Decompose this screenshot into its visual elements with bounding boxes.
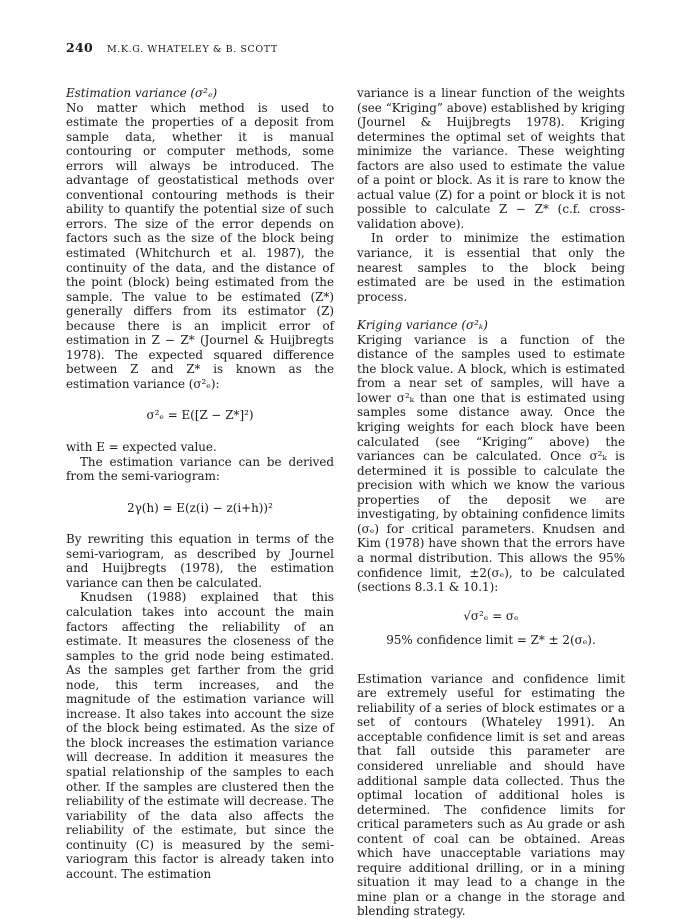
equation-confidence-limit: 95% confidence limit = Z* ± 2(σₑ).: [386, 633, 596, 648]
paragraph: In order to minimize the estimation variance, it is essential that only the nearest samples to the block being estimated are be used in the estimation process.: [357, 231, 625, 304]
paragraph: The estimation variance can be derived from the semi-variogram:: [66, 454, 334, 484]
running-header: [66, 40, 278, 55]
equation-semivariogram: 2γ(h) = E(z(i) − z(i+h))²: [127, 500, 273, 515]
paragraph: By rewriting this equation in terms of the semi-variogram, as described by Journel and Huijbregts (1978), the estimation variance can then be calculated.: [66, 532, 334, 590]
equation-sqrt: √σ²ₑ = σₑ: [463, 608, 519, 623]
paragraph: Estimation variance and confidence limit are extremely useful for estimating the reliability of a series of block estimates or a set of contours (Whateley 1991). An acceptable confidence limit is set and areas that fall outside this parameter are considered unreliable and should have additional sample data collected. Thus the optimal location of additional holes is determined. The confidence limits for critical parameters such as Au grade or ash content of coal can be obtained. Areas which have unacceptable variations may require additional drilling, or in a mining situation it may lead to a change in the mine plan or a change in the storage and blending strategy.: [357, 671, 625, 919]
paragraph: with E = expected value.: [66, 440, 217, 455]
equation-estimation-variance: σ²ₑ = E([Z − Z*]²): [146, 408, 254, 423]
paragraph: Knudsen (1988) explained that this calculation takes into account the main factors affecting the reliability of an estimate. It measures the closeness of the samples to the grid node being estimated. As the samples get farther from the grid node, this term increases, and the magnitude of the estimation variance will increase. It also takes into account the size of the block being estimated. As the size of the block increases the estimation variance will decrease. In addition it measures the spatial relationship of the samples to each other. If the samples are clustered then the reliability of the estimate will decrease. The variability of the data also affects the reliability of the estimate, but since the continuity (C) is measured by the semi-variogram this factor is already taken into account. The estimation: [66, 590, 334, 881]
paragraph: variance is a linear function of the weights (see “Kriging” above) established by kriging (Journel & Huijbregts 1978). Kriging determines the optimal set of weights that minimize the variance. These weighting factors are also used to estimate the value of a point or block. As it is rare to know the actual value (Z) for a point or block it is not possible to calculate Z − Z* (c.f. cross-validation above).: [357, 86, 625, 231]
left-column: [66, 86, 334, 881]
running-authors: M.K.G. WHATELEY & B. SCOTT: [106, 44, 278, 55]
paragraph: Kriging variance is a function of the distance of the samples used to estimate the block value. A block, which is estimated from a near set of samples, will have a lower σ²ₖ than one that is estimated using samples some distance away. Once the kriging weights for each block have been calculated (see “Kriging” above) the variances can be calculated. Once σ²ₖ is determined it is possible to calculate the precision with which we know the various properties of the deposit we are investigating, by obtaining confidence limits (σₑ) for critical parameters. Knudsen and Kim (1978) have shown that the errors have a normal distribution. This allows the 95% confidence limit, ±2(σₑ), to be calculated (sections 8.3.1 & 10.1):: [357, 332, 625, 595]
page-number: 240: [66, 40, 93, 55]
right-column: [357, 86, 625, 919]
paragraph: No matter which method is used to estimate the properties of a deposit from sample data, whether it is manual contouring or computer methods, some errors will always be introduced. The advantage of geostatistical methods over conventional contouring methods is their ability to quantify the potential size of such errors. The size of the error depends on factors such as the size of the block being estimated (Whitchurch et al. 1987), the continuity of the data, and the distance of the point (block) being estimated from the sample. The value to be estimated (Z*) generally differs from its estimator (Z) because there is an implicit error of estimation in Z − Z* (Journel & Huijbregts 1978). The expected squared difference between Z and Z* is known as the estimation variance (σ²ₑ):: [66, 100, 334, 391]
section-heading-estimation-variance: Estimation variance (σ²ₑ): [66, 86, 218, 100]
section-heading-kriging-variance: Kriging variance (σ²ₖ): [357, 318, 488, 333]
